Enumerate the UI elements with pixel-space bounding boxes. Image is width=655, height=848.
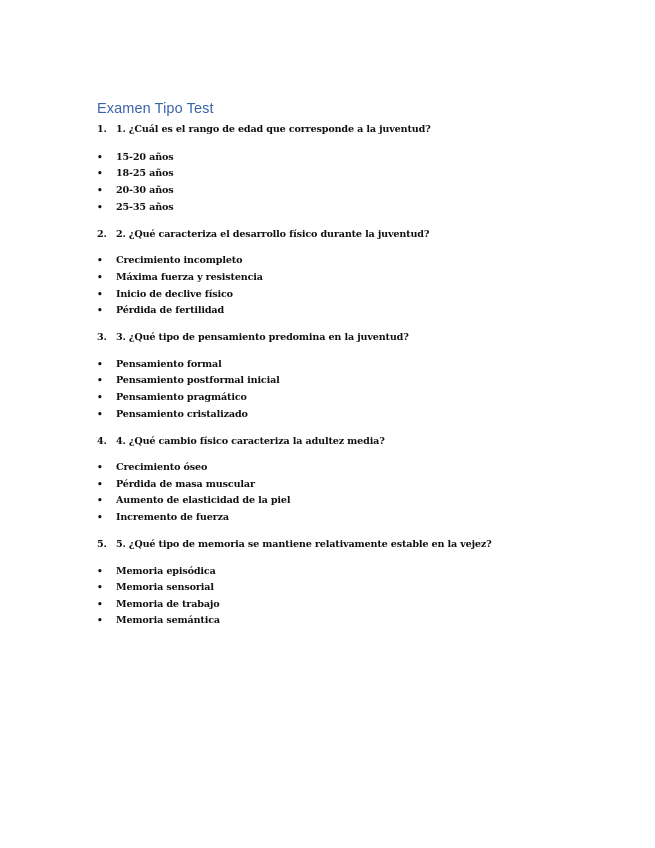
option-text: Crecimiento óseo xyxy=(116,462,208,473)
document-title: Examen Tipo Test xyxy=(97,101,214,117)
option-text: Pensamiento cristalizado xyxy=(116,409,248,420)
bullet-icon: • xyxy=(97,376,103,386)
option-item xyxy=(97,359,222,370)
option-item xyxy=(97,152,174,163)
option-item xyxy=(97,615,220,626)
option-text: Pensamiento pragmático xyxy=(116,392,247,403)
bullet-icon: • xyxy=(97,496,103,506)
option-item xyxy=(97,479,255,490)
option-text: Memoria de trabajo xyxy=(116,599,220,610)
option-text: 20-30 años xyxy=(116,185,174,196)
option-text: Pérdida de fertilidad xyxy=(116,305,225,316)
bullet-icon: • xyxy=(97,306,103,316)
question-text: 5. ¿Qué tipo de memoria se mantiene relativamente estable en la vejez? xyxy=(116,539,492,550)
option-text: 25-35 años xyxy=(116,202,174,213)
bullet-icon: • xyxy=(97,203,103,213)
bullet-icon: • xyxy=(97,153,103,163)
option-item xyxy=(97,392,247,403)
option-item xyxy=(97,185,174,196)
option-item xyxy=(97,582,214,593)
bullet-icon: • xyxy=(97,463,103,473)
option-text: Memoria episódica xyxy=(116,566,216,577)
option-text: Incremento de fuerza xyxy=(116,512,229,523)
option-text: Pérdida de masa muscular xyxy=(116,479,255,490)
option-item xyxy=(97,168,174,179)
option-item xyxy=(97,495,290,506)
bullet-icon: • xyxy=(97,600,103,610)
question-text: 4. ¿Qué cambio físico caracteriza la adultez media? xyxy=(116,436,385,447)
option-text: Máxima fuerza y resistencia xyxy=(116,272,263,283)
option-item xyxy=(97,289,233,300)
bullet-icon: • xyxy=(97,583,103,593)
question-number: 1. xyxy=(97,124,107,135)
bullet-icon: • xyxy=(97,393,103,403)
question-number: 4. xyxy=(97,436,107,447)
option-text: Inicio de declive físico xyxy=(116,289,233,300)
option-item xyxy=(97,409,248,420)
bullet-icon: • xyxy=(97,273,103,283)
bullet-icon: • xyxy=(97,567,103,577)
bullet-icon: • xyxy=(97,480,103,490)
bullet-icon: • xyxy=(97,513,103,523)
bullet-icon: • xyxy=(97,186,103,196)
option-item xyxy=(97,272,263,283)
bullet-icon: • xyxy=(97,616,103,626)
option-text: Crecimiento incompleto xyxy=(116,255,243,266)
question-text: 1. ¿Cuál es el rango de edad que corresponde a la juventud? xyxy=(116,124,431,135)
bullet-icon: • xyxy=(97,410,103,420)
question-text: 3. ¿Qué tipo de pensamiento predomina en la juventud? xyxy=(116,332,409,343)
bullet-icon: • xyxy=(97,256,103,266)
option-text: 15-20 años xyxy=(116,152,174,163)
bullet-icon: • xyxy=(97,360,103,370)
question-4 xyxy=(97,436,385,447)
question-5 xyxy=(97,539,492,550)
option-text: Memoria sensorial xyxy=(116,582,214,593)
question-1 xyxy=(97,124,431,135)
option-text: 18-25 años xyxy=(116,168,174,179)
option-item xyxy=(97,512,229,523)
option-item xyxy=(97,202,174,213)
option-text: Pensamiento formal xyxy=(116,359,222,370)
option-item xyxy=(97,375,280,386)
question-3 xyxy=(97,332,409,343)
option-item xyxy=(97,566,216,577)
option-item xyxy=(97,599,219,610)
question-number: 5. xyxy=(97,539,107,550)
question-number: 2. xyxy=(97,229,107,240)
option-item xyxy=(97,255,242,266)
option-text: Memoria semántica xyxy=(116,615,220,626)
question-text: 2. ¿Qué caracteriza el desarrollo físico durante la juventud? xyxy=(116,229,430,240)
option-item xyxy=(97,305,224,316)
option-item xyxy=(97,462,207,473)
option-text: Aumento de elasticidad de la piel xyxy=(116,495,291,506)
option-text: Pensamiento postformal inicial xyxy=(116,375,280,386)
question-number: 3. xyxy=(97,332,107,343)
bullet-icon: • xyxy=(97,290,103,300)
bullet-icon: • xyxy=(97,169,103,179)
question-2 xyxy=(97,229,429,240)
